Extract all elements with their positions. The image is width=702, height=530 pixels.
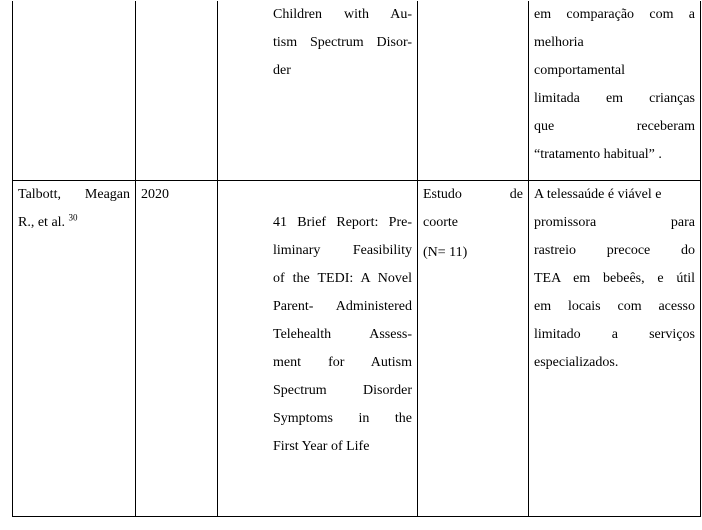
result-line: rastreio precoce do: [534, 243, 695, 258]
method-line: coorte: [423, 215, 458, 230]
author-line: Talbott, Meagan: [18, 187, 130, 202]
result-line: A telessaúde é viável e: [534, 187, 662, 202]
title-line: Symptoms in the: [273, 411, 412, 426]
method-cell: [418, 181, 529, 517]
title-line: Telehealth Assess-: [273, 327, 412, 342]
author-cell: [13, 181, 136, 517]
title-line: der: [273, 63, 291, 78]
author-line: R., et al. $^{30}$: [18, 212, 78, 230]
title-cell: [218, 181, 418, 517]
result-line: especializados.: [534, 355, 619, 370]
result-line: limitada em crianças: [534, 91, 695, 106]
sample-size: (N= 11): [423, 245, 468, 260]
title-line: tism Spectrum Disor-: [273, 35, 412, 50]
table-row: [13, 1, 701, 181]
result-line: promissora para: [534, 215, 695, 230]
result-line: melhoria: [534, 35, 584, 50]
result-line: que receberam: [534, 119, 695, 134]
method-cell: [418, 1, 529, 181]
review-table: [12, 1, 701, 517]
result-line: comportamental: [534, 63, 625, 78]
result-line: limitado a serviços: [534, 327, 695, 342]
result-cell: [529, 181, 701, 517]
result-line: “tratamento habitual” .: [534, 147, 662, 162]
title-line: liminary Feasibility: [273, 243, 412, 258]
table-row: [13, 181, 701, 517]
title-line: First Year of Life: [273, 439, 370, 454]
year-cell: 2020: [136, 181, 218, 517]
result-cell: [529, 1, 701, 181]
reference-number: 30: [68, 212, 78, 223]
result-line: em locais com acesso: [534, 299, 695, 314]
author-cell: [13, 1, 136, 181]
title-line: ment for Autism: [273, 355, 412, 370]
title-cell: [218, 1, 418, 181]
result-line: TEA em bebeês, e útil: [534, 271, 695, 286]
title-line: of the TEDI: A Novel: [273, 271, 412, 286]
result-line: em comparação com a: [534, 7, 695, 22]
title-line: Parent- Administered: [273, 299, 412, 314]
title-line: Spectrum Disorder: [273, 383, 412, 398]
title-line: 41 Brief Report: Pre-: [273, 215, 412, 230]
year-cell: [136, 1, 218, 181]
title-line: Children with Au-: [273, 7, 412, 22]
method-line: Estudo de: [423, 187, 523, 202]
